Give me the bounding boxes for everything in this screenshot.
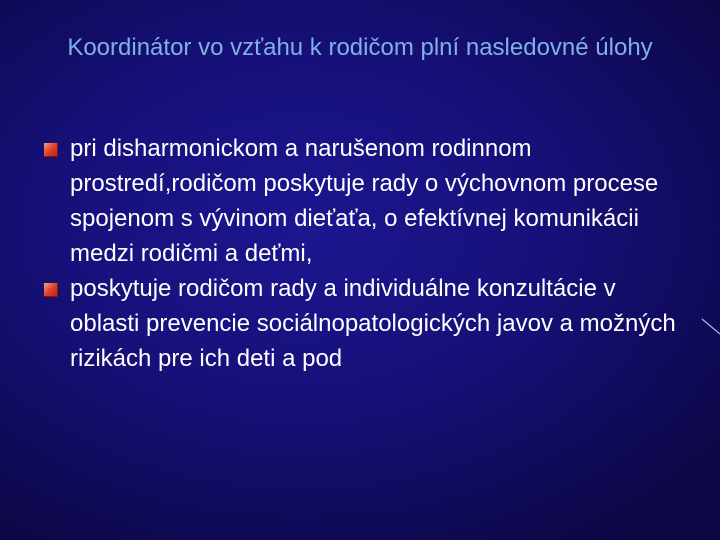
bullet-item bbox=[44, 271, 684, 376]
bullet-item bbox=[44, 131, 684, 271]
slide-title: Koordinátor vo vzťahu k rodičom plní nasledovné úlohy bbox=[67, 34, 653, 61]
bullet-text: poskytuje rodičom rady a individuálne konzultácie v oblasti prevencie sociálnopatologických javov a možných rizikách pre ich deti a pod bbox=[70, 275, 676, 372]
decorative-line bbox=[700, 318, 720, 336]
bullet-list bbox=[44, 131, 684, 376]
bullet-text: pri disharmonickom a narušenom rodinnom prostredí,rodičom poskytuje rady o výchovnom procese spojenom s vývinom dieťaťa, o efektívnej komunikácii medzi rodičmi a deťmi, bbox=[70, 135, 659, 267]
red-square-bullet-icon bbox=[44, 283, 58, 297]
red-square-bullet-icon bbox=[44, 143, 58, 157]
